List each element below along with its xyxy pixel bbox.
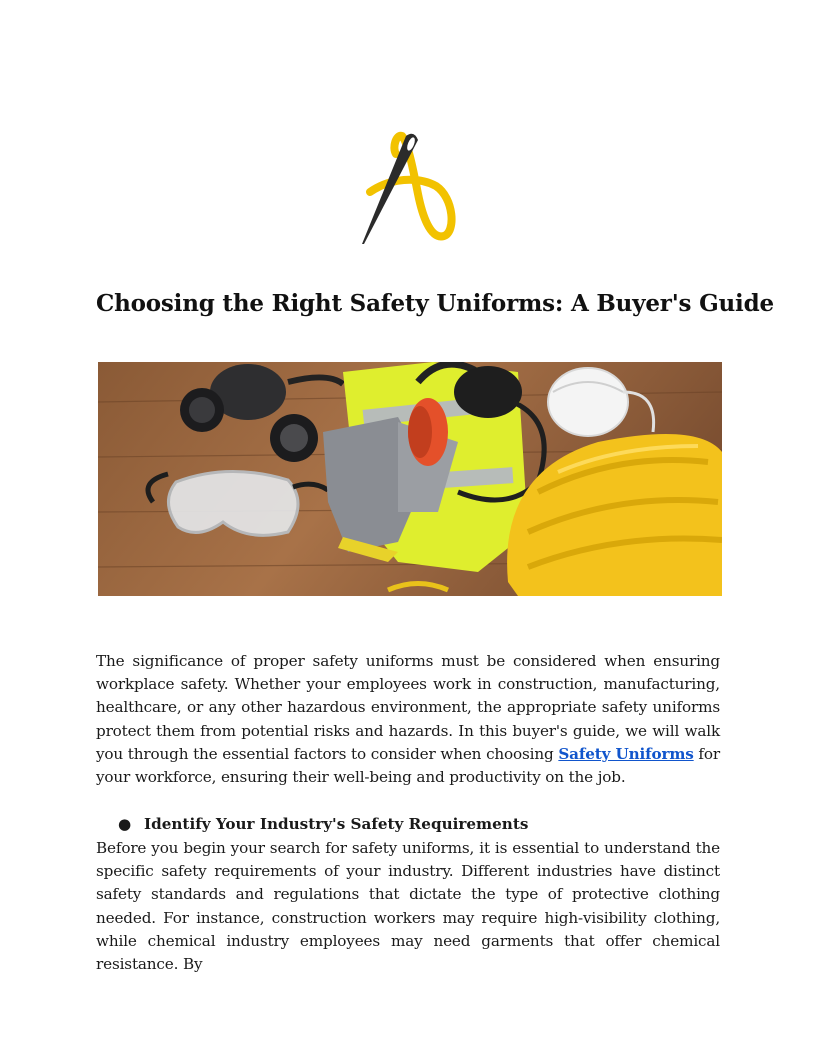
safety-uniforms-link[interactable]: Safety Uniforms	[558, 744, 694, 763]
section-heading-list	[118, 813, 718, 836]
safety-equipment-photo	[98, 362, 722, 596]
page-title: Choosing the Right Safety Uniforms: A Buyer's Guide	[96, 290, 774, 317]
bullet-icon: ●	[118, 815, 132, 833]
intro-text-before-link: The significance of proper safety uniforms must be considered when ensuring workplace safety. Whether your employees work in construction, manufacturing, healthcare, or any other hazardous environment, the appropriate safety uniforms protect them from potential risks and hazards. In this buyer's guide, we will walk you through the essential factors to consider when choosing	[96, 652, 720, 763]
section-heading: Identify Your Industry's Safety Requirements	[144, 815, 529, 833]
intro-paragraph	[96, 650, 720, 789]
section-body-paragraph: Before you begin your search for safety uniforms, it is essential to understand the specific safety requirements of your industry. Different industries have distinct safety standards and regulations that dictate the type of protective clothing needed. For instance, construction workers may require high-visibility clothing, while chemical industry employees may need garments that offer chemical resistance. By	[96, 839, 720, 974]
section-heading-item	[118, 813, 718, 836]
needle-thread-a-logo-icon	[356, 128, 460, 248]
intro-text-after-link: for your workforce, ensuring their well-being and productivity on the job.	[96, 744, 720, 787]
